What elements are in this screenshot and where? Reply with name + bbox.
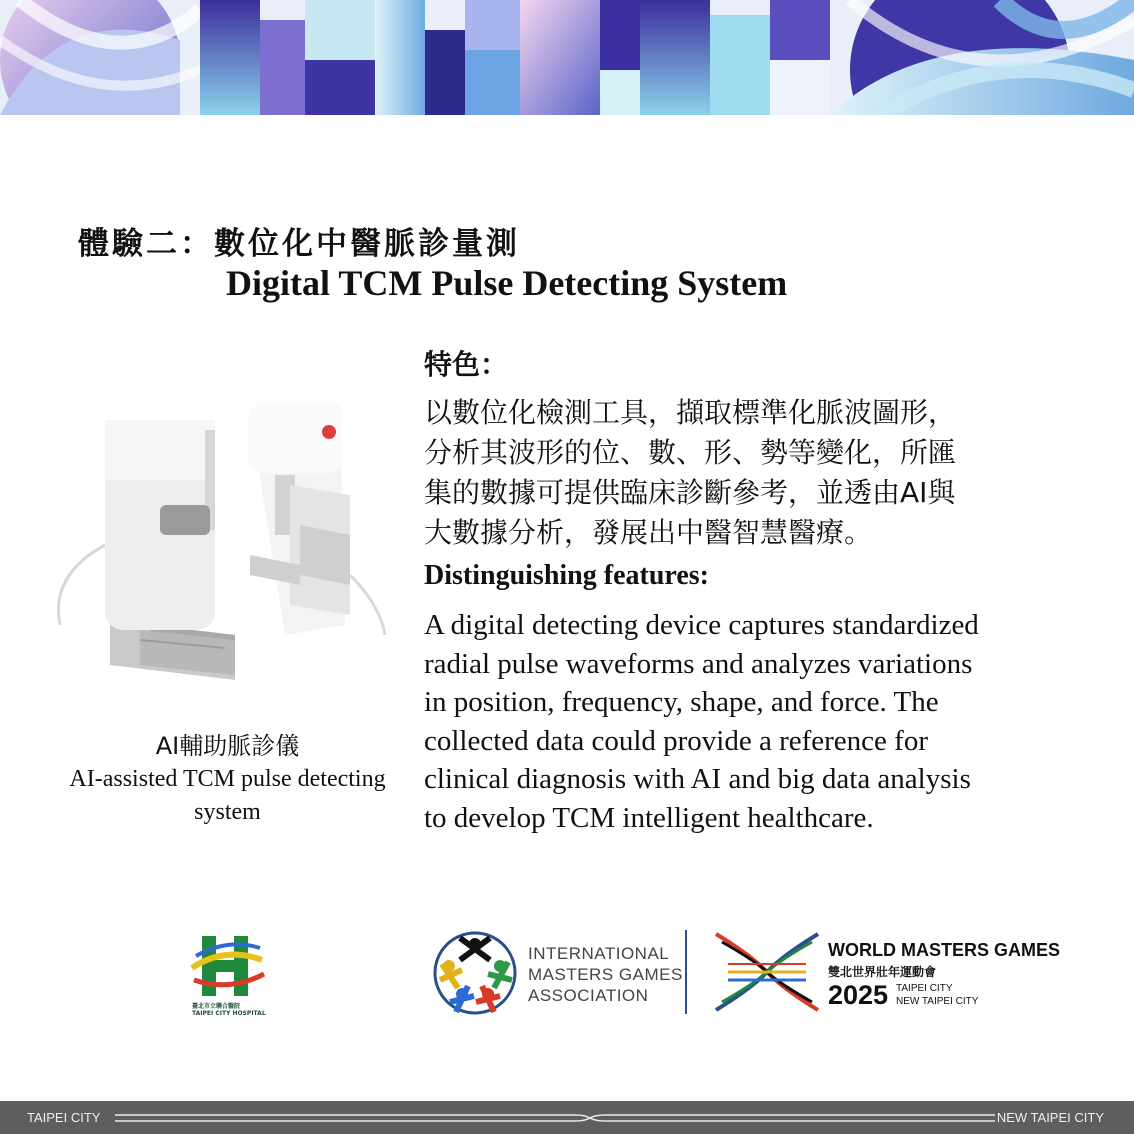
wmg-title: WORLD MASTERS GAMES [828, 940, 1060, 960]
caption-english-line2: system [194, 799, 261, 825]
distinguishing-line: to develop TCM intelligent healthcare. [424, 801, 874, 834]
wmg-logo-icon [712, 928, 822, 1016]
hospital-logo-text [192, 1003, 272, 1017]
footer-bar [0, 1101, 1134, 1134]
header-banner [0, 0, 1134, 115]
logo-divider [685, 930, 687, 1014]
features-line: 分析其波形的位、數、形、勢等變化，所匯 [424, 436, 957, 469]
features-heading: 特色： [424, 348, 509, 381]
pulse-device-image [50, 385, 395, 695]
distinguishing-line: collected data could provide a reference for [424, 724, 928, 757]
hospital-name-english: TAIPEI CITY HOSPITAL [192, 1010, 266, 1017]
wmg-chinese-title: 雙北世界壯年運動會 [828, 965, 937, 979]
distinguishing-line: A digital detecting device captures standardized [424, 609, 979, 641]
title-chinese: 體驗二：數位化中醫脈診量測 [78, 226, 520, 262]
footer-left-label: TAIPEI CITY [27, 1110, 101, 1125]
distinguishing-text [424, 606, 1044, 837]
distinguishing-line: in position, frequency, shape, and force. The [424, 686, 939, 718]
distinguishing-heading: Distinguishing features: [424, 560, 709, 591]
image-caption [40, 730, 415, 829]
distinguishing-line: clinical diagnosis with AI and big data analysis [424, 763, 971, 795]
caption-chinese: AI輔助脈診儀 [155, 732, 300, 760]
features-chinese-text [424, 393, 1044, 553]
wmg-year: 2025 [828, 980, 889, 1010]
imga-line2: MASTERS GAMES [528, 965, 683, 984]
features-line: 以數位化檢測工具，擷取標準化脈波圖形， [424, 396, 957, 429]
features-line: 集的數據可提供臨床診斷參考，並透由AI與 [424, 476, 956, 509]
banner-pattern-graphic [0, 0, 1134, 115]
features-line: 大數據分析，發展出中醫智慧醫療。 [424, 516, 873, 549]
imga-line1: INTERNATIONAL [528, 944, 670, 963]
title-english: Digital TCM Pulse Detecting System [226, 263, 788, 303]
imga-logo-icon [432, 930, 518, 1016]
footer-line-graphic [115, 1111, 995, 1125]
imga-logo-text [528, 943, 683, 1006]
distinguishing-line: radial pulse waveforms and analyzes variations [424, 647, 973, 680]
imga-line3: ASSOCIATION [528, 986, 649, 1005]
wmg-city-new-taipei: NEW TAIPEI CITY [896, 996, 979, 1007]
hospital-name-chinese: 臺北市立聯合醫院 [192, 1003, 241, 1010]
footer-right-label: NEW TAIPEI CITY [996, 1110, 1104, 1125]
caption-english-line1: AI-assisted TCM pulse detecting [69, 766, 386, 792]
wmg-city-taipei: TAIPEI CITY [896, 983, 953, 994]
